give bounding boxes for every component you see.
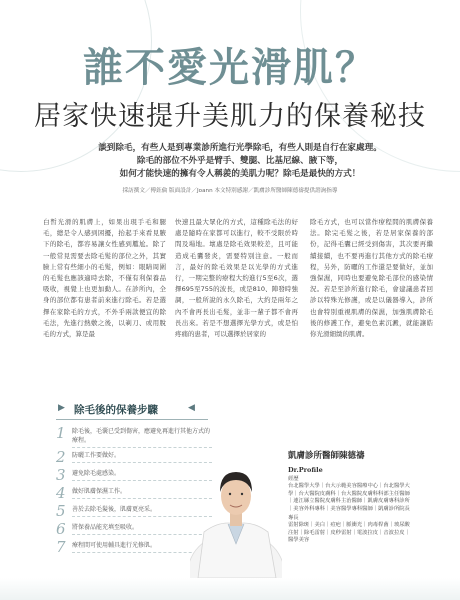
step-number: 4: [56, 484, 66, 502]
body-column-1: 白皙光滑的肌膚上，如果出現手毛和腿毛，總是令人感到困擾，抬起手來看見腋下的除毛，都容易讓女性感到尷尬。除了一般常見需要去除毛髮的部位之外，其實臉上常有些細小的毛髮，例如：眼睛周圍的毛髮也應該適時去除，不僅有利保養品吸收，視覺上也更加動人。在診所內，全身的部位都有患者前來進行除毛。若是選擇在家除毛的方式，不外乎兩款便宜的除毛法，先進行熱敷之後，以剃刀、或用脫毛的方式，算是最: [43, 218, 166, 339]
page-title: 誰不愛光滑肌？: [83, 45, 377, 91]
steps-title: 除毛後的保養步驟: [74, 404, 158, 416]
body-column-2: 快速且最大眾化的方式，這種除毛法的好處是隨時在家都可以進行，較不受限於時間及場地。壞處是除毛效果較差，且可能造成毛囊發炎，需要特別注意。一般而言，最好的除毛效果是以光學的方式進行，一期完整的療程大約進行5至6次，選擇695至755的波長，或是810、陣發時強調，一般所說的永久除毛，大約是兩年之內不會再長出毛髮，並非一輩子都不會再長出來。若是不想選擇光學方式，或是怕疼痛的患者，可以選擇於居家的: [175, 218, 298, 339]
intro-paragraph: [70, 142, 410, 181]
profile-subtitle: Dr.Profile: [288, 466, 323, 474]
page-subtitle: 居家快速提升美肌力的保養秘技: [34, 101, 426, 132]
step-text: 除毛後，毛囊已受到傷害，應避免再進行其他方式的療程。: [72, 427, 212, 448]
step-number: 2: [56, 448, 66, 466]
step-text: 防曬工作要做好。: [72, 451, 212, 463]
steps-header: [48, 398, 208, 420]
step-text: 做好肌膚保濕工作。: [72, 487, 212, 499]
credits-line: 採訪撰文／傅鈺倫 版面設計／Joann 本文特別感謝／凱膚診所醫師陳德禱提供諮詢指導: [122, 188, 338, 194]
profile-experience: 台北醫學大學｜台大示範美容醫療中心｜台北醫學大學｜台大醫院皮膚科｜台大醫院皮膚科科部主任醫師｜連江縣立醫院皮膚科主治醫師｜凱膚皮膚專科診所｜美容外科專科｜美容醫學專科醫師｜凱膚診所院長: [288, 483, 410, 512]
step-number: 5: [56, 502, 66, 520]
aftercare-steps-box: [48, 398, 211, 558]
step-text: 避免除毛處感染。: [72, 469, 212, 481]
intro-line: 除毛的部位不外乎是臂手、雙腿、比基尼線、腋下等，: [136, 156, 344, 166]
step-number: 1: [56, 424, 66, 442]
profile-specialties: 雷射除斑｜美白｜痘疤｜脈衝光｜肉毒桿菌｜玻尿酸注射｜除毛雷射｜皮秒雷射｜電波拉皮｜音波拉皮｜醫學美容: [288, 522, 410, 544]
doctor-photo: [190, 440, 282, 578]
arrow-right-icon: ▶: [58, 403, 65, 413]
intro-line: 談到除毛，有些人是到專業診所進行光學除毛，有些人則是自行在家處理。: [98, 143, 382, 153]
step-number: 6: [56, 520, 66, 538]
step-text: 將保養品能充填至吸收。: [72, 523, 212, 535]
profile-label: 專長: [288, 515, 299, 522]
intro-line: 如何才能快速的擁有令人稱羨的美肌力呢？除毛是最快的方式！: [119, 169, 361, 179]
step-number: 3: [56, 466, 66, 484]
profile-title: 凱膚診所醫師陳德禱: [288, 451, 365, 461]
profile-details: [288, 476, 414, 545]
step-number: 7: [56, 538, 66, 556]
body-column-3: 除毛方式，也可以當作療程間的肌膚保養法。除完毛髮之後，若是居家保養的部份，記得毛囊已經受到傷害，其次要再繼續接續，也不要再進行其他方式的除毛療程，另外，防曬的工作還是要做好，並加強保濕，同時也要避免除毛部位的感染情況。若是至診所進行除毛，會建議患者回診以特殊光修護，或是以儀器導入，診所也會特別重視肌膚的保濕，加強肌膚除毛後的修護工作，避免色素沉澱，就能讓皓你光滑細緻的肌膚。: [310, 218, 433, 339]
profile-label: 經歷: [288, 476, 299, 482]
step-text: 療程間可使用輔具進行光修肌。: [72, 541, 212, 553]
footer-gradient: [0, 578, 460, 600]
arrow-left-icon: ◀: [188, 403, 195, 413]
divider: [56, 419, 208, 420]
step-text: 善於去除毛髮後，肌膚更亮采。: [72, 505, 212, 517]
